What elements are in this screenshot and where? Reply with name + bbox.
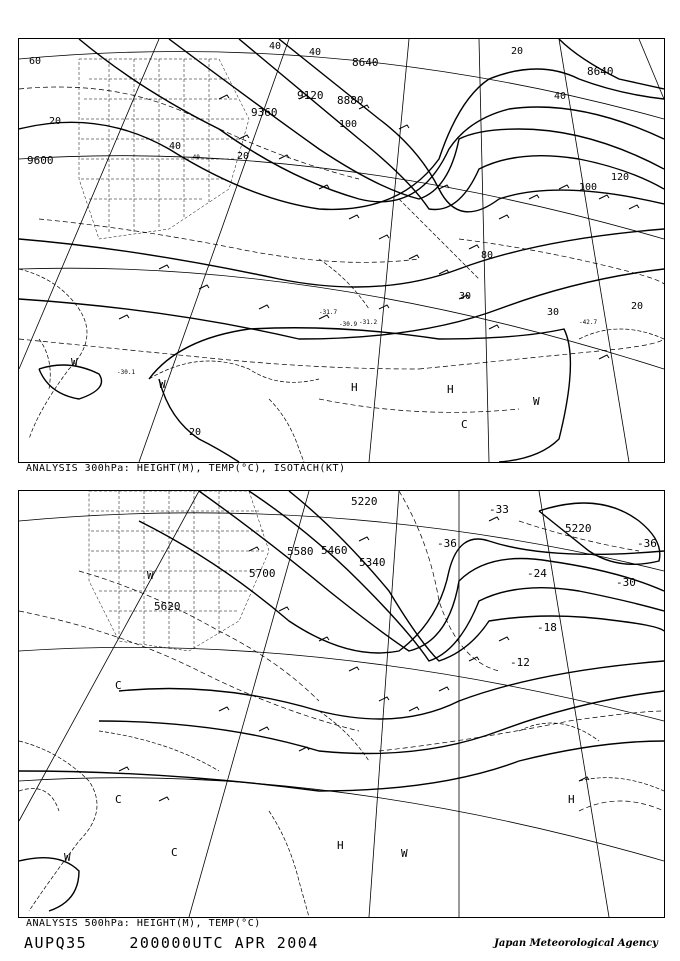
isotach-label: 40	[309, 47, 322, 58]
isotach-label: 20	[631, 301, 644, 312]
temp-label: -31.7	[319, 309, 338, 316]
map-panel-300hpa	[18, 38, 665, 463]
temp-label: -36	[637, 537, 657, 550]
height-label: 5220	[565, 522, 592, 535]
isotach-label: 100	[579, 182, 598, 193]
temp-label: -42.7	[579, 319, 598, 326]
caption-300hpa: ANALYSIS 300hPa: HEIGHT(M), TEMP(°C), ISOTACH(KT)	[26, 463, 346, 474]
height-label: 5620	[154, 600, 181, 613]
center-label: C	[461, 418, 468, 431]
agency-credit: Japan Meteorological Agency	[494, 938, 658, 949]
isotach-label: 40	[554, 91, 567, 102]
chart-identifier	[24, 934, 319, 952]
isotach-label: 120	[611, 172, 630, 183]
height-label: 5460	[321, 544, 348, 557]
isotach-label: 80	[481, 250, 494, 261]
temp-label: -33	[489, 503, 509, 516]
isotach-label: 20	[511, 46, 524, 57]
temp-label: -36	[437, 537, 457, 550]
temp-label: -30.9	[339, 321, 358, 328]
isotach-label: 60	[29, 56, 42, 67]
height-label: 9120	[297, 89, 324, 102]
center-label: W	[159, 378, 166, 391]
temp-label: -31.2	[359, 319, 378, 326]
center-label: C	[115, 679, 122, 692]
center-label: C	[115, 793, 122, 806]
coastlines	[19, 711, 664, 917]
hatched-region	[89, 491, 269, 651]
center-label: H	[568, 793, 575, 806]
temp-label: -24	[527, 567, 547, 580]
temp-label: -12	[510, 656, 530, 669]
valid-time: 200000UTC APR 2004	[129, 934, 319, 952]
temp-label: -30	[616, 576, 636, 589]
height-label: 5580	[287, 545, 314, 558]
center-label: W	[71, 356, 78, 369]
isotach-label: 30	[459, 291, 472, 302]
height-label: 9600	[27, 154, 54, 167]
height-label: 9360	[251, 106, 278, 119]
hatched-region	[79, 59, 249, 239]
center-label: W	[401, 847, 408, 860]
map-panel-500hpa	[18, 490, 665, 918]
coastlines	[19, 199, 664, 462]
map-300hpa-canvas	[19, 39, 664, 462]
temp-label: -18	[537, 621, 557, 634]
center-label: H	[447, 383, 454, 396]
center-label: W	[64, 851, 71, 864]
isotach-label: 100	[339, 119, 358, 130]
temp-label: -30.1	[117, 369, 136, 376]
map-500hpa-canvas	[19, 491, 664, 917]
center-label: W	[147, 569, 154, 582]
height-label: 8640	[352, 56, 379, 69]
isotach-label: 40	[269, 41, 282, 52]
center-label: C	[171, 846, 178, 859]
height-label: 5340	[359, 556, 386, 569]
isotach-label: 30	[547, 307, 560, 318]
center-label: H	[351, 381, 358, 394]
caption-500hpa: ANALYSIS 500hPa: HEIGHT(M), TEMP(°C)	[26, 918, 261, 929]
chart-code: AUPQ35	[24, 934, 88, 952]
temp-label: -40	[189, 154, 200, 161]
isotach-label: 20	[237, 151, 250, 162]
isotach-label: 40	[169, 141, 182, 152]
height-label: 5700	[249, 567, 276, 580]
isotach-label: 20	[49, 116, 62, 127]
isotach-label: 20	[189, 427, 202, 438]
center-label: H	[337, 839, 344, 852]
height-label: 8880	[337, 94, 364, 107]
height-label: 5220	[351, 495, 378, 508]
height-label: 8640	[587, 65, 614, 78]
center-label: W	[533, 395, 540, 408]
